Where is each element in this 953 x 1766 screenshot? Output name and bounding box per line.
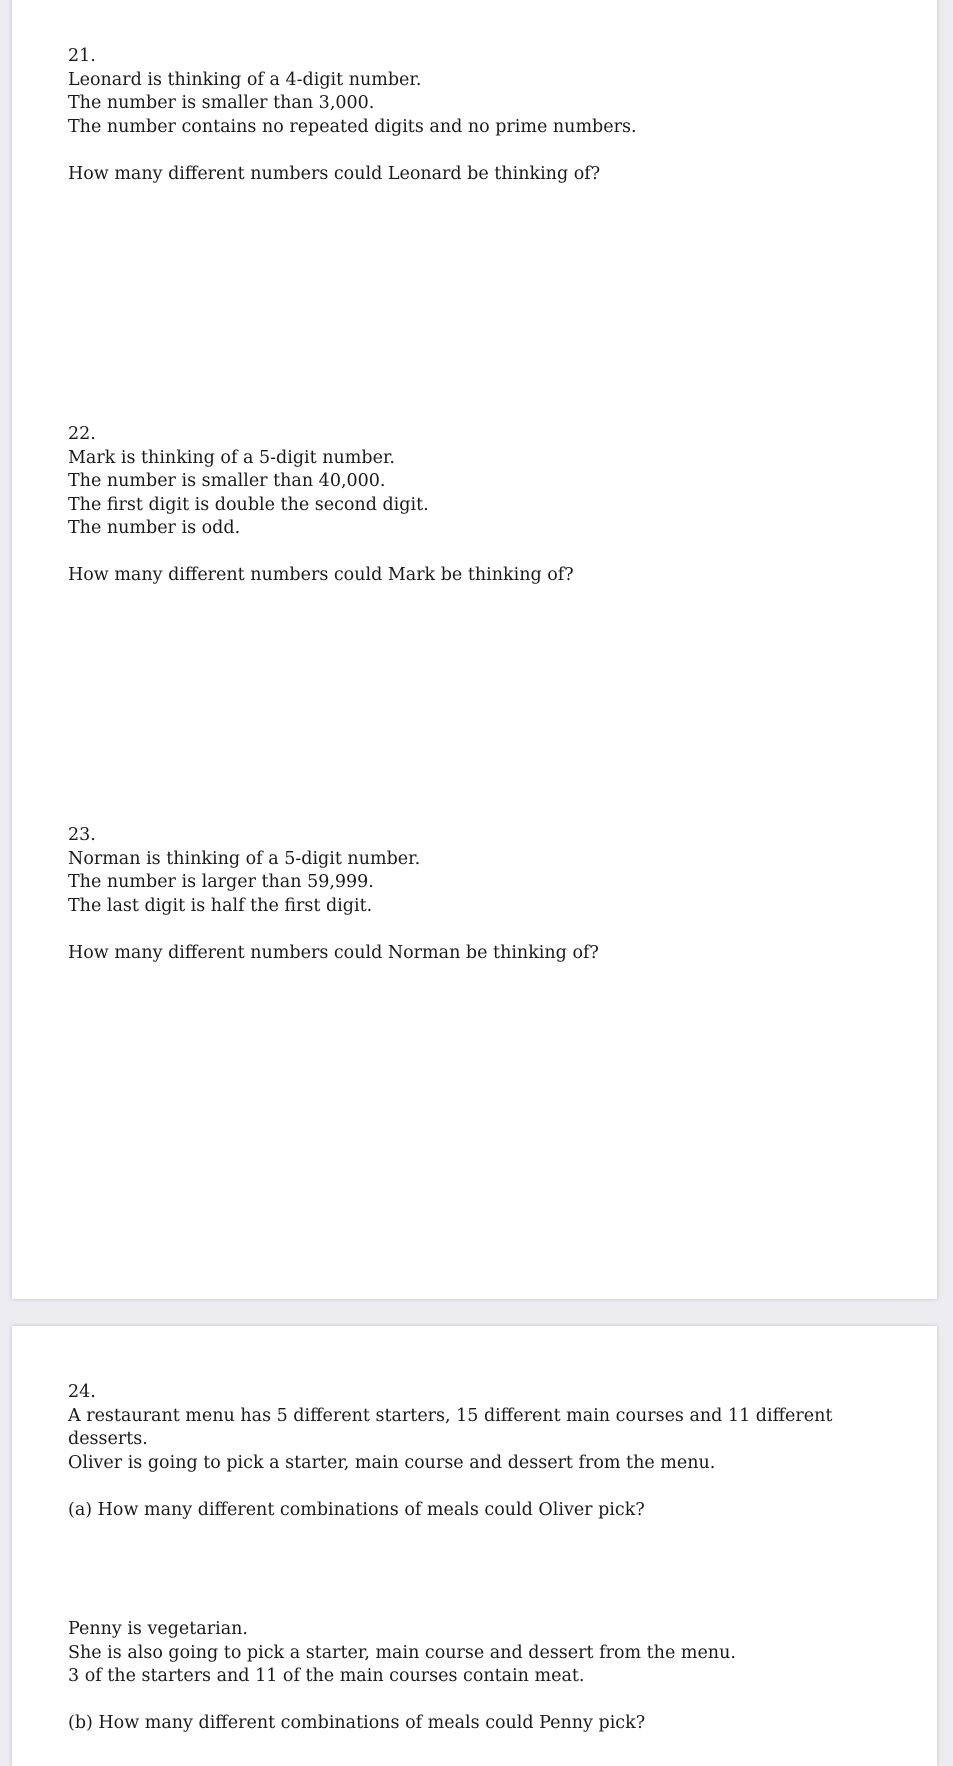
question-line: The first digit is double the second digit. — [68, 494, 429, 515]
question-number: 21. — [68, 46, 96, 66]
question-number: 22. — [68, 424, 96, 444]
question-line: The number is larger than 59,999. — [68, 872, 374, 892]
question-line: 3 of the starters and 11 of the main courses contain meat. — [68, 1666, 585, 1686]
question-line: Mark is thinking of a 5-digit number. — [68, 447, 395, 468]
question-prompt: How many different numbers could Norman be thinking of? — [68, 942, 599, 963]
question-line: A restaurant menu has 5 different starters, 15 different main courses and 11 different desserts. — [68, 1405, 833, 1449]
question-line: Oliver is going to pick a starter, main course and dessert from the menu. — [68, 1452, 716, 1473]
question-line: The number is smaller than 40,000. — [68, 471, 386, 491]
question-part-b: (b) How many different combinations of meals could Penny pick? — [68, 1713, 646, 1733]
question-line: She is also going to pick a starter, main course and dessert from the menu. — [68, 1642, 736, 1663]
worksheet-page-1 — [12, 0, 937, 1299]
question-number: 24. — [68, 1382, 96, 1402]
question-prompt: How many different numbers could Leonard be thinking of? — [68, 163, 601, 184]
question-line: The number contains no repeated digits and no prime numbers. — [68, 116, 637, 137]
question-23 — [68, 824, 888, 965]
question-line: Norman is thinking of a 5-digit number. — [68, 848, 421, 869]
worksheet-page-2 — [12, 1326, 937, 1766]
question-prompt: How many different numbers could Mark be thinking of? — [68, 565, 574, 585]
question-part-a: (a) How many different combinations of meals could Oliver pick? — [68, 1499, 645, 1520]
question-line: The number is odd. — [68, 518, 241, 538]
question-line: Penny is vegetarian. — [68, 1619, 248, 1639]
question-24 — [68, 1381, 888, 1522]
question-line: The number is smaller than 3,000. — [68, 93, 375, 113]
question-line: The last digit is half the first digit. — [68, 895, 373, 916]
question-number: 23. — [68, 825, 96, 845]
question-21 — [68, 45, 888, 186]
question-line: Leonard is thinking of a 4-digit number. — [68, 69, 422, 90]
question-22 — [68, 423, 888, 588]
question-24-part-b — [68, 1618, 888, 1736]
